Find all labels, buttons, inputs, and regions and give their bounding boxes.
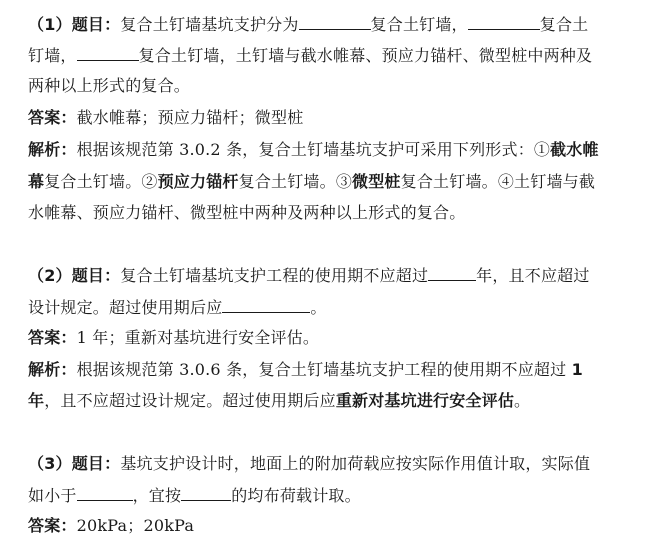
- explain-text: 复合土钉墙。②: [44, 172, 158, 191]
- q3-answer: [28, 516, 194, 536]
- explain-bold: 幕: [28, 172, 45, 191]
- q1-text: 两种以上形式的复合。: [28, 76, 191, 95]
- explain-text: 根据该规范第 3.0.6 条，复合土钉墙基坑支护工程的使用期不应超过: [76, 360, 572, 379]
- q1-text: 复合土: [539, 15, 589, 34]
- q2-text: 年，且不应超过: [476, 266, 590, 285]
- q2-line-2: [28, 297, 327, 317]
- q3-text: ，宜按: [132, 486, 182, 505]
- explain-bold: 重新对基坑进行安全评估: [335, 391, 515, 410]
- q2-blank-2: [222, 297, 310, 313]
- q1-blank-3: [77, 45, 139, 61]
- q3-label: （3）题目：: [28, 454, 121, 473]
- q1-answer: [28, 108, 303, 128]
- q1-blank-2: [468, 14, 540, 30]
- explain-bold: 1: [571, 360, 583, 379]
- explain-bold: 微型桩: [352, 172, 401, 191]
- q2-label: （2）题目：: [28, 266, 121, 285]
- q2-answer: [28, 328, 319, 348]
- answer-label: 答案：: [28, 108, 77, 127]
- answer-text: 20kPa；20kPa: [76, 516, 195, 535]
- q3-blank-1: [77, 485, 133, 501]
- answer-label: 答案：: [28, 328, 77, 347]
- explain-text: 水帷幕、预应力锚杆、微型桩中两种及两种以上形式的复合。: [28, 203, 466, 222]
- q1-text: 复合土钉墙，: [370, 15, 468, 34]
- q3-line-2: [28, 485, 361, 505]
- answer-label: 答案：: [28, 516, 77, 535]
- q1-line-1: [28, 14, 588, 34]
- q1-blank-1: [299, 14, 371, 30]
- q2-text: 设计规定。超过使用期后应: [28, 298, 223, 317]
- q1-text: 复合土钉墙，土钉墙与截水帷幕、预应力锚杆、微型桩中两种及: [138, 46, 593, 65]
- explain-text: ，且不应超过设计规定。超过使用期后应: [44, 391, 336, 410]
- explain-bold: 预应力锚杆: [157, 172, 239, 191]
- q3-text: 基坑支护设计时，地面上的附加荷载应按实际作用值计取，实际值: [120, 454, 591, 473]
- q1-text: 复合土钉墙基坑支护分为: [120, 15, 299, 34]
- q1-line-2: [28, 45, 592, 65]
- q1-explain-2: [28, 172, 595, 192]
- q3-text: 的均布荷载计取。: [231, 486, 361, 505]
- explain-text: 。: [514, 391, 531, 410]
- explain-bold: 截水帷: [550, 140, 599, 159]
- q1-explain-1: [28, 140, 599, 160]
- q1-label: （1）题目：: [28, 15, 121, 34]
- q2-line-1: [28, 265, 590, 285]
- q2-explain-2: [28, 391, 530, 411]
- answer-text: 1 年；重新对基坑进行安全评估。: [76, 328, 320, 347]
- q1-explain-3: [28, 203, 465, 223]
- q3-line-1: [28, 454, 590, 474]
- explain-label: 解析：: [28, 360, 77, 379]
- q2-text: 复合土钉墙基坑支护工程的使用期不应超过: [120, 266, 429, 285]
- explain-bold: 年: [28, 391, 45, 410]
- q2-text: 。: [310, 298, 327, 317]
- explain-text: 复合土钉墙。④土钉墙与截: [400, 172, 596, 191]
- q3-text: 如小于: [28, 486, 77, 505]
- q2-blank-1: [428, 265, 476, 281]
- explain-text: 根据该规范第 3.0.2 条，复合土钉墙基坑支护可采用下列形式：①: [76, 140, 551, 159]
- explain-label: 解析：: [28, 140, 77, 159]
- q2-explain-1: [28, 360, 583, 380]
- explain-text: 复合土钉墙。③: [238, 172, 353, 191]
- q1-text: 钉墙，: [28, 46, 77, 65]
- q3-blank-2: [181, 485, 231, 501]
- q1-line-3: [28, 76, 190, 96]
- answer-text: 截水帷幕；预应力锚杆；微型桩: [76, 108, 304, 127]
